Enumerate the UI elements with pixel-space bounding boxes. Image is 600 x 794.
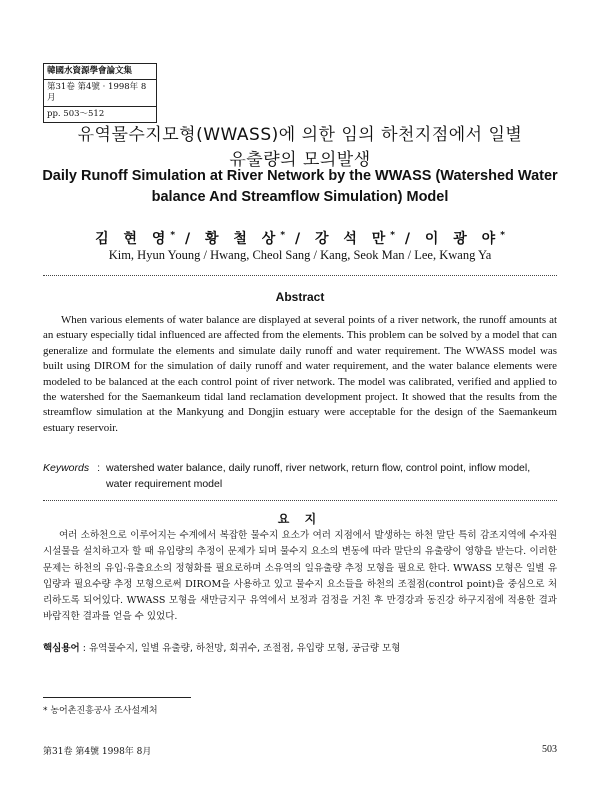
author-ko-4: 이 광 야 [424,231,501,247]
author-separator: / [185,231,196,247]
author-mark: * [500,230,505,241]
keywords-separator: : [97,462,101,474]
author-ko-2: 황 철 상 [205,231,281,247]
author-separator: / [404,231,415,247]
english-title-line-1: Daily Runoff Simulation at River Network by the WWASS (Watershed Water [42,168,558,184]
yoji-text: 여러 소하천으로 이루어지는 수계에서 복잡한 물수지 요소가 여러 지점에서 발생하는 하천 말단 특히 감조지역에 수자원 시설물을 설치하고자 할 때 유입량의 추정이 문제가 되며 물수지 요소의 변동에 따라 말단의 유출량이 영향을 받는다. 이러한 문제는 하천의 유입·유출요소의 정형화를 필요로하며 소유역의 일유출량 추정 모형을 필요로 한다. WWASS 모형은 일별 유입량과 필요수량 추정 모형으로써 DIROM을 사용하고 있고 물수지 요소들을 하천의 조절점(control point)을 중심으로 처리하도록 되어있다. WWASS 모형을 새만금지구 유역에서 보정과 검정을 거친 후 만경강과 동진강 하구지점에 적용한 결과 바람직한 결과를 얻을 수 있었다. [43,530,557,623]
author-separator: / [294,231,306,247]
korean-keywords-text: 유역물수지, 일별 유출량, 하천망, 회귀수, 조절점, 유입량 모형, 공급량 모형 [88,643,401,654]
korean-title-line-2: 유출량의 모의발생 [229,150,371,170]
author-mark: * [280,230,286,241]
abstract-body [43,313,557,436]
abstract-heading: Abstract [275,290,325,304]
english-authors: Kim, Hyun Young / Hwang, Cheol Sang / Kang, Seok Man / Lee, Kwang Ya [108,248,492,262]
author-mark: * [390,230,395,241]
yoji-body [43,528,557,626]
yoji-heading: 요 지 [277,512,323,526]
keywords-label: Keywords [43,462,90,474]
korean-title-line-1: 유역물수지모형(WWASS)에 의한 임의 하천지점에서 일별 [77,125,523,145]
page-number: 503 [542,744,557,755]
keywords-text: watershed water balance, daily runoff, river network, return flow, control point, inflow model, water requirement model [106,462,531,490]
korean-keywords-label: 핵심용어 [43,643,80,654]
korean-authors [0,228,600,248]
korean-keywords [43,640,557,654]
footnote-rule [43,697,191,698]
running-footer: 第31卷 第4號 1998年 8月 [43,747,152,757]
author-ko-3: 강 석 만 [314,231,391,247]
author-ko-1: 김 현 영 [95,231,171,247]
author-mark: * [170,230,176,241]
abstract-text: When various elements of water balance are displayed at several points of a river network, the runoff amounts at an estuary especially tidal influenced are affected from the elements. This problem can be solved by a model that can generalize and formulate the elements and simulate daily runoff and water requirement. The WWASS model was built using DIROM for the simulation of daily runoff and water requirement, and the water balance elements were modeled to be balanced at the each control point of river network. The model was calibrated, verified and applied to the watershed for the Saemankeum tidal land reclamation development project. It showed that the results from the streamflow simulation at the Mankyung and Dongjin estuary were acceptable for the design of the Saemankeum estuary reservoir. [43,314,557,434]
keywords [43,460,557,492]
journal-name: 韓國水資源學會論文集 [47,66,133,76]
divider [43,275,557,276]
korean-keywords-separator: : [82,643,86,654]
english-title-line-2: balance And Streamflow Simulation) Model [151,189,449,205]
journal-pages: pp. 503～512 [44,106,156,122]
journal-info-box [43,63,157,123]
journal-volume: 第31卷 第4號 · 1998年 8月 [44,79,156,106]
divider [43,500,557,501]
footnote: * 농어촌진흥공사 조사설계처 [43,706,158,716]
